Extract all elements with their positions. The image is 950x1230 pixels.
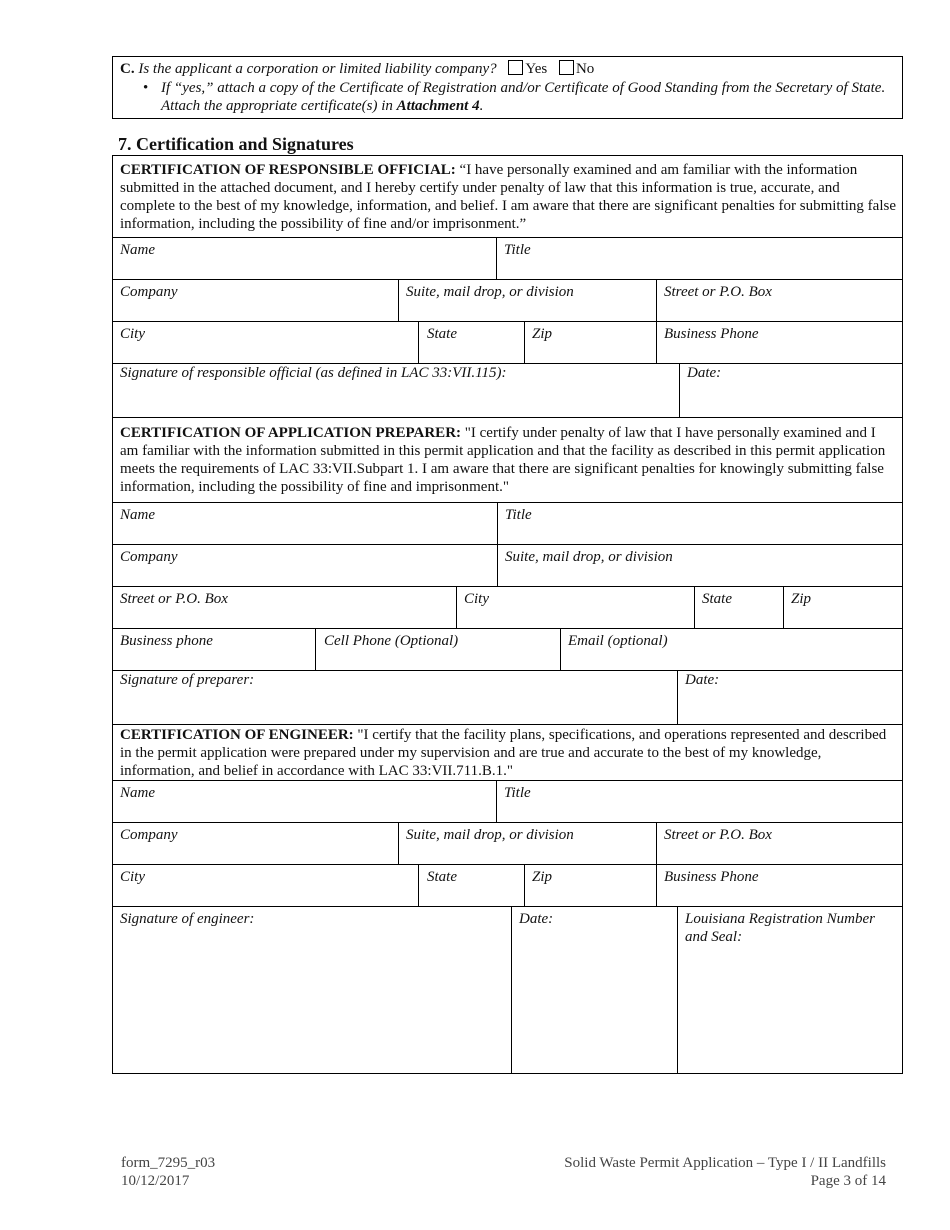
preparer-email-label: Email (optional) [568,633,668,649]
divider [398,822,399,864]
section-7-heading: 7. Certification and Signatures [118,134,354,154]
divider [524,864,525,906]
preparer-title-label: Title [505,507,532,523]
divider [112,906,903,907]
official-company-label: Company [120,284,178,300]
footer-right [564,1154,886,1190]
bullet-icon: • [143,80,149,96]
footer-form-id: form_7295_r03 [121,1155,216,1171]
no-checkbox[interactable] [559,60,574,75]
preparer-name-label: Name [120,507,155,523]
footer-page-number: Page 3 of 14 [810,1173,886,1189]
divider [511,906,512,1074]
divider [560,628,561,670]
divider [694,586,695,628]
section-c-letter: C. [120,61,135,77]
official-date-label: Date: [687,365,722,381]
official-heading: CERTIFICATION OF RESPONSIBLE OFFICIAL: [120,162,456,178]
divider [112,321,903,322]
divider [112,822,903,823]
engineer-suite-label: Suite, mail drop, or division [406,827,574,843]
engineer-city-label: City [120,869,145,885]
official-name-label: Name [120,242,155,258]
preparer-state-label: State [702,591,732,607]
engineer-statement: "I certify that the facility plans, specifications, and operations represented and described in the permit application were prepared under my supervision and are true and accurate to the best of my knowledge, information, and belief in accordance with LAC 33:VII.711.B.1." [120,727,887,779]
official-title-label: Title [504,242,531,258]
yes-label: Yes [525,61,548,77]
engineer-registration-label: Louisiana Registration Number and Seal: [685,911,876,945]
preparer-statement: "I certify under penalty of law that I have personally examined and I am familiar with the information submitted in this permit application and that the facility as described in this permit application meets the requirements of LAC 33:VII.Subpart 1. I am aware that there are significant penalties for knowingly submitting false information, including the possibility of fine and imprisonment." [120,425,886,495]
bullet-end: . [479,98,484,114]
divider [112,780,903,781]
divider [112,628,903,629]
preparer-zip-label: Zip [791,591,812,607]
engineer-certification-text [120,726,896,780]
divider [677,906,678,1074]
divider [783,586,784,628]
section-c-question: Is the applicant a corporation or limited liability company? [138,61,497,77]
engineer-title-label: Title [504,785,531,801]
divider [112,724,903,725]
divider [112,279,903,280]
preparer-company-label: Company [120,549,178,565]
divider [496,237,497,279]
yes-checkbox[interactable] [508,60,523,75]
divider [524,321,525,363]
footer-date: 10/12/2017 [121,1173,190,1189]
divider [496,780,497,822]
engineer-company-label: Company [120,827,178,843]
preparer-phone-label: Business phone [120,633,213,649]
engineer-street-label: Street or P.O. Box [664,827,772,843]
engineer-name-label: Name [120,785,155,801]
official-signature-label: Signature of responsible official (as defined in LAC 33:VII.115): [120,365,507,381]
preparer-signature-label: Signature of preparer: [120,672,255,688]
preparer-suite-label: Suite, mail drop, or division [505,549,673,565]
preparer-city-label: City [464,591,489,607]
engineer-zip-label: Zip [532,869,553,885]
divider [112,237,903,238]
official-zip-label: Zip [532,326,553,342]
divider [456,586,457,628]
divider [418,321,419,363]
divider [679,363,680,417]
engineer-phone-label: Business Phone [664,869,759,885]
official-state-label: State [427,326,457,342]
divider [398,279,399,321]
engineer-date-label: Date: [519,911,554,927]
engineer-state-label: State [427,869,457,885]
preparer-cell-label: Cell Phone (Optional) [324,633,459,649]
official-phone-label: Business Phone [664,326,759,342]
divider [112,544,903,545]
section-c-question-line [120,60,900,78]
divider [112,864,903,865]
preparer-street-label: Street or P.O. Box [120,591,228,607]
bullet-attachment: Attachment 4 [396,98,480,114]
divider [677,670,678,724]
official-city-label: City [120,326,145,342]
footer-doc-title: Solid Waste Permit Application – Type I / II Landfills [564,1155,886,1171]
preparer-certification-text [120,424,896,496]
preparer-heading: CERTIFICATION OF APPLICATION PREPARER: [120,425,462,441]
bullet-text: If “yes,” attach a copy of the Certificate of Registration and/or Certificate of Good Standing from the Secretary of State. Attach the appropriate certificate(s) in [161,80,886,114]
preparer-date-label: Date: [685,672,720,688]
divider [112,502,903,503]
divider [418,864,419,906]
official-statement: “I have personally examined and am familiar with the information submitted in the attached document, and I hereby certify under penalty of law that this information is true, accurate, and complete to the best of my knowledge, information, and belief. I am aware that there are significant penalties for submitting false information, including the possibility of fine and/or imprisonment.” [120,162,896,232]
official-suite-label: Suite, mail drop, or division [406,284,574,300]
divider [112,417,903,418]
divider [315,628,316,670]
engineer-heading: CERTIFICATION OF ENGINEER: [120,727,354,743]
footer-left [121,1154,215,1190]
no-label: No [575,61,595,77]
official-street-label: Street or P.O. Box [664,284,772,300]
engineer-signature-label: Signature of engineer: [120,911,255,927]
official-certification-text [120,161,896,233]
section-c-bullet [143,79,901,115]
divider [112,586,903,587]
